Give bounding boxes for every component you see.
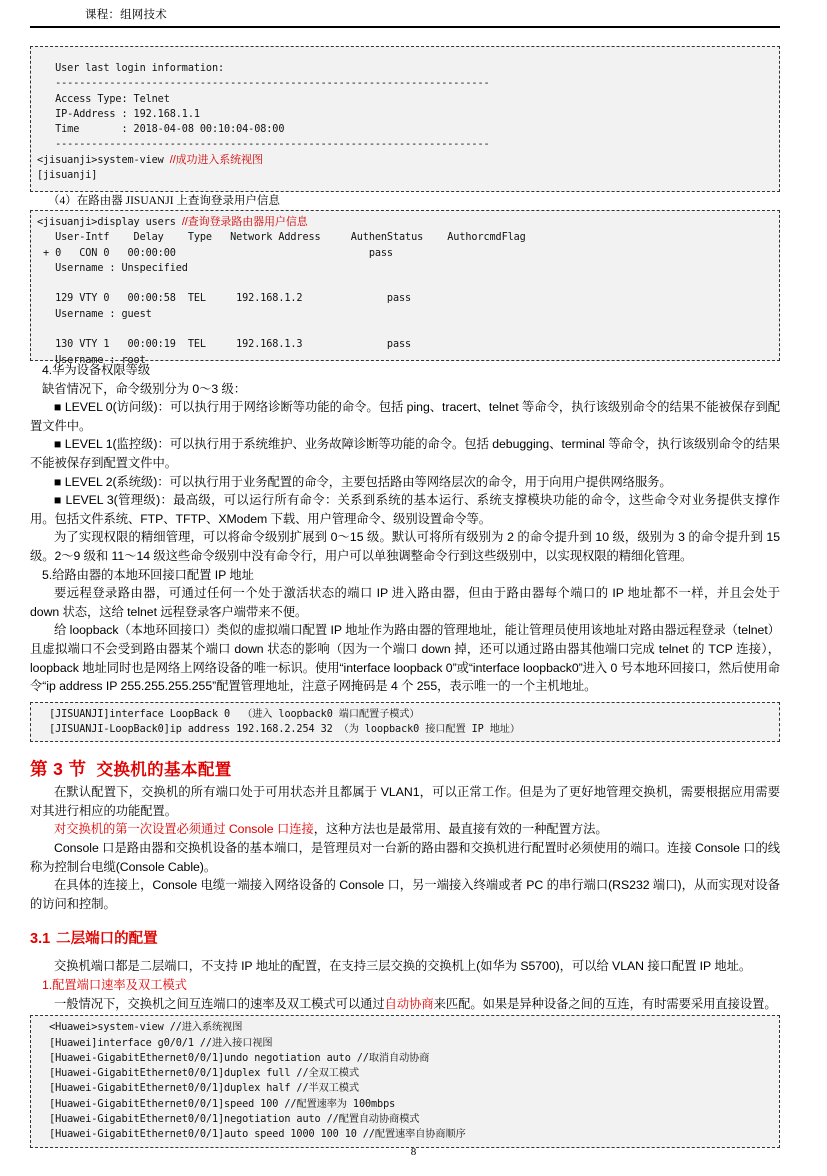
paragraph-level-3: ■ LEVEL 3(管理级)：最高级，可以运行所有命令：关系到系统的基本运行、系统支撑模块功能的命令，这些命令对业务提供支撑作用。包括文件系统、FTP、TFTP、XModem 下载、用户管理命令、级别设置命令等。 <box>30 493 780 526</box>
document-page <box>0 7 827 1176</box>
code-line: Username : root <box>37 354 146 366</box>
page-number: 8 <box>410 1146 417 1158</box>
paragraph-heading-4: 4.华为设备权限等级 <box>42 363 151 377</box>
paragraph-default-levels: 缺省情况下，命令级别分为 0～3 级： <box>42 381 247 396</box>
code-block-login-info <box>30 46 780 192</box>
paragraph-s3-console-port: Console 口是路由器和交换机设备的基本端口，是管理员对一台新的路由器和交换机进行配置时必须使用的端口。连接 Console 口的线称为控制台电缆(Console Cable)。 <box>30 841 780 874</box>
section-number: 第 3 节 <box>30 759 87 780</box>
code-line: <Huawei>system-view //进入系统视图 <box>37 1022 243 1034</box>
code-prompt: <jisuanji>display users <box>37 217 182 228</box>
code-line: [Huawei-GigabitEthernet0/0/1]undo negotiation auto //取消自动协商 <box>37 1052 430 1064</box>
code-line: Username : Unspecified <box>37 262 188 274</box>
subsection-number: 3.1 <box>30 931 51 948</box>
course-label: 课程：组网技术 <box>85 9 167 21</box>
section-title: 交换机的基本配置 <box>96 761 232 780</box>
code-line: [Huawei-GigabitEthernet0/0/1]negotiation auto //配置自动协商模式 <box>37 1114 420 1125</box>
section-heading-3 <box>30 758 780 781</box>
code-line: User last login information: <box>37 63 225 74</box>
code-block-loopback-config <box>30 702 780 743</box>
paragraph-level-0: ■ LEVEL 0(访问级)：可以执行用于网络诊断等功能的命令。包括 ping、tracert、telnet 等命令，执行该级别命令的结果不能被保存到配置文件中。 <box>30 400 780 433</box>
paragraph-s31-speed-duplex-heading: 1.配置端口速率及双工模式 <box>42 978 187 993</box>
paragraph-s31-neg-b: 来匹配。如果是异种设备之间的互连，有时需要采用直接设置。 <box>433 996 777 1011</box>
code-line: User-Intf Delay Type Network Address AuthenStatus AuthorcmdFlag <box>37 232 526 244</box>
header-divider <box>30 26 780 28</box>
paragraph-level-2: ■ LEVEL 2(系统级)：可以执行用于业务配置的命令，主要包括路由等网络层次的命令，用于向用户提供网络服务。 <box>54 474 672 489</box>
code-line: [Huawei]interface g0/0/1 //进入接口视图 <box>37 1037 273 1049</box>
code-line: IP-Address : 192.168.1.1 <box>37 108 200 120</box>
code-comment: //查询登录路由器用户信息 <box>181 216 308 228</box>
code-line: [Huawei-GigabitEthernet0/0/1]auto speed 1000 100 10 //配置速率自协商顺序 <box>37 1129 466 1141</box>
document-content <box>30 46 780 1148</box>
paragraph-s3-connection: 在具体的连接上，Console 电缆一端接入网络设备的 Console 口，另一端接入终端或者 PC 的串行端口(RS232 端口)，从而实现对设备的访问和控制。 <box>30 878 780 911</box>
subsection-title: 二层端口的配置 <box>56 931 158 948</box>
highlight-console-first-setup: 对交换机的第一次设置必须通过 Console 口连接 <box>54 822 314 837</box>
code-line: [Huawei-GigabitEthernet0/0/1]duplex half //半双工模式 <box>37 1083 359 1095</box>
code-prompt: <jisuanji>system-view <box>37 154 170 166</box>
code-line: 130 VTY 1 00:00:19 TEL 192.168.1.3 pass <box>37 339 412 351</box>
code-line: Time : 2018-04-08 00:10:04-08:00 <box>37 124 285 136</box>
code-line: + 0 CON 0 00:00:00 pass <box>37 247 393 259</box>
code-line: [JISUANJI]interface LoopBack 0 （进入 loopback0 端口配置子模式） <box>37 708 420 720</box>
paragraph-remote-login: 要远程登录路由器，可通过任何一个处于激活状态的端口 IP 进入路由器，但由于路由器每个端口的 IP 地址都不一样，并且会处于 down 状态，这给 telnet 远程登录客户端带来不便。 <box>30 586 780 619</box>
paragraph-s3-console-rest: ，这种方法也是最常用、最直接有效的一种配置方法。 <box>313 822 608 837</box>
paragraph-fine-grained: 为了实现权限的精细管理，可以将命令级别扩展到 0～15 级。默认可将所有级别为 2 的命令提升到 10 级，级别为 3 的命令提升到 15 级。2～9 级和 11～14 级这些命令级别中没有命令行，用户可以单独调整命令行到这些级别中，以实现权限的精细化管理。 <box>30 530 780 563</box>
paragraph-s3-console <box>30 820 780 839</box>
code-line: [Huawei-GigabitEthernet0/0/1]speed 100 //配置速率为 100mbps <box>37 1098 396 1110</box>
code-line: [jisuanji] <box>37 170 98 182</box>
paragraph-s3-default-config: 在默认配置下，交换机的所有端口处于可用状态并且都属于 VLAN1，可以正常工作。但是为了更好地管理交换机，需要根据应用需要对其进行相应的功能配置。 <box>30 785 780 818</box>
paragraph-s31-neg-a: 一般情况下，交换机之间互连端口的速率及双工模式可以通过 <box>54 996 385 1011</box>
page-header <box>85 7 780 23</box>
code-line: Access Type: Telnet <box>37 93 170 105</box>
paragraph-level-1: ■ LEVEL 1(监控级)：可以执行用于系统维护、业务故障诊断等功能的命令。包括 debugging、terminal 等命令，执行该级别命令的结果不能被保存到配置文件中。 <box>30 437 780 470</box>
code-line: 129 VTY 0 00:00:58 TEL 192.168.1.2 pass <box>37 293 412 305</box>
paragraph-heading-5: 5.给路由器的本地环回接口配置 IP 地址 <box>42 567 254 582</box>
subsection-heading-3-1 <box>30 929 780 949</box>
highlight-auto-negotiation: 自动协商 <box>384 996 434 1011</box>
code-line: ------------------------------------------------------------------------ <box>37 78 490 90</box>
code-line: Username : guest <box>37 308 152 320</box>
code-block-switch-port-config <box>30 1015 780 1147</box>
code-line: [Huawei-GigabitEthernet0/0/1]duplex full //全双工模式 <box>37 1068 359 1080</box>
paragraph-loopback: 给 loopback（本地环回接口）类似的虚拟端口配置 IP 地址作为路由器的管理地址，能让管理员使用该地址对路由器远程登录（telnet）且虚拟端口不会受到路由器某个端口 down 状态的影响（因为一个端口 down 掉，还可以通过路由器其他端口完成 telnet 的 TCP 连接），loopback 地址同时也是网络上网络设备的唯一标识。使用“interface loopback 0”或“interface loopback0”进入 0 号本地环回接口，然后使用命令“ip address IP 255.255.255.255”配置管理地址，注意子网掩码是 4 个 255，表示唯一的一个主机地址。 <box>30 623 780 694</box>
code-line: ------------------------------------------------------------------------ <box>37 139 490 151</box>
code-line: [JISUANJI-LoopBack0]ip address 192.168.2.254 32 （为 loopback0 接口配置 IP 地址） <box>37 723 520 735</box>
paragraph-s31-layer2: 交换机端口都是二层端口，不支持 IP 地址的配置，在支持三层交换的交换机上(如华为 S5700)，可以给 VLAN 接口配置 IP 地址。 <box>54 959 752 974</box>
code-comment: //成功进入系统视图 <box>169 153 263 166</box>
figure-caption-4: （4）在路由器 JISUANJI 上查询登录用户信息 <box>30 192 780 210</box>
code-block-display-users <box>30 210 780 366</box>
paragraph-s31-negotiation <box>30 995 780 1014</box>
